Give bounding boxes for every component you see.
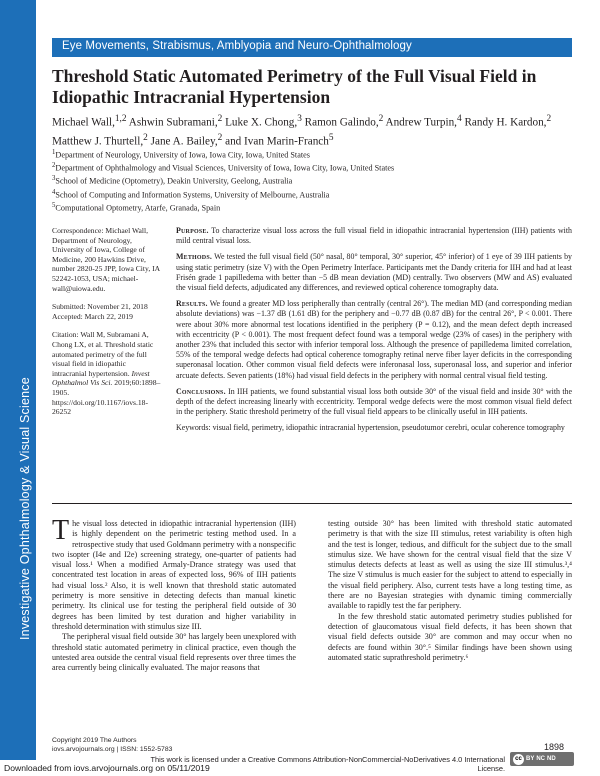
author: Ramon Galindo, (304, 116, 379, 129)
author: Michael Wall, (52, 116, 115, 129)
by-icon: BY (526, 756, 535, 762)
accepted-date: Accepted: March 22, 2019 (52, 311, 133, 321)
affiliation: $^5$Computational Optometry, Atarfe, Granada, Spain (52, 201, 221, 213)
author: Jane A. Bailey, (150, 135, 218, 148)
affiliation: $^2$Department of Ophthalmology and Visual Sciences, University of Iowa, Iowa City, Iowa, United States (52, 162, 395, 173)
body-column-right (328, 519, 572, 663)
author: Luke X. Chong, (225, 116, 298, 129)
correspondence: Correspondence: Michael Wall, Department of Neurology, University of Iowa, College of Medicine, 200 Hawkins Drive, number 2820-25 JPP, Iowa City, IA 52242-1053, USA; michael-wall@uiowa.edu. (52, 226, 160, 293)
abstract-methods: Methods. We tested the full visual field (50° nasal, 80° temporal, 30° superior, 45° inferior) of 1 eye of 39 IIH patients by using static perimetry (size V) with the Open Perimetry Interface. Participants met the Dandy criteria for IIH and had at least Frisén grade 1 papilledema with better than −5 dB mean deviation (MD) centrally. Two observers (MW and AS) evaluated the visual field defects, adjudicated any differences, and reviewed optical coherence tomography data. (176, 252, 572, 293)
abstract-purpose: Purpose. To characterize visual loss across the full visual field in idiopathic intracranial hypertension (IIH) patients with mild central visual loss. (176, 226, 572, 246)
page-number: 1898 (544, 742, 565, 752)
section-banner: Eye Movements, Strabismus, Amblyopia and Neuro-Ophthalmology (52, 38, 572, 57)
nc-icon: NC (536, 756, 546, 762)
body-paragraph: testing outside 30° has been limited with threshold static automated perimetry is that with the size III stimulus, retest variability is often high and the test is longer, tedious, and difficult for the subject due to the small stimulus size. We have shown for the central visual field that the size V stimulus detects defects at least as well as using the size III stimulus.³,⁴ The size V stimulus is much easier for the subject to attend to especially in the visual field periphery. Also, current tests have a long testing time, as there are no Bayesian strategies with dynamic timing commercially available to rapidly test the far periphery. (328, 519, 572, 611)
body-paragraph: In the few threshold static automated perimetry studies published for detection of glaucomatous visual field defects, it has been shown that visual field defects outside 30° are common and may occur when no defects are found within 30°.⁵ Similar findings have been shown using automated static suprathreshold perimetry.⁶ (328, 611, 572, 662)
abstract-conclusions: Conclusions. In IIH patients, we found substantial visual loss both outside 30° of the visual field and inside 30° with the depth of the defect increasing linearly with eccentricity. Temporal wedge defects were the most common visual field defect in the periphery. Static threshold perimetry of the full visual field appears to be clinically useful in IIH patients. (176, 386, 572, 417)
abstract (176, 226, 572, 440)
keywords: Keywords: visual field, perimetry, idiopathic intracranial hypertension, pseudotumor cerebri, ocular coherence tomography (176, 423, 565, 433)
license-link[interactable]: This work is licensed under a Creative Commons Attribution-NonCommercial-NoDerivatives 4.0 International License. (150, 755, 505, 773)
section-divider (52, 503, 572, 504)
author-list: Michael Wall,$^{1,2}$ Ashwin Subramani,$^2$ Luke X. Chong,$^3$ Ramon Galindo,$^2$ Andrew Turpin,$^4$ Randy H. Kardon,$^2$ Matthew J. Thurtell,$^2$ Jane A. Bailey,$^2$ and Ivan Marin-Franch$^5$ (52, 114, 552, 148)
submitted-date: Submitted: November 21, 2018 (52, 302, 148, 312)
article-title: Threshold Static Automated Perimetry of the Full Visual Field in Idiopathic Intracranial Hypertension (52, 66, 537, 107)
body-paragraph: The peripheral visual field outside 30° has largely been unexplored with threshold static automated perimetry in clinical practice, even though the untested area outside the central visual field represents over three times the area currently being clinically evaluated. The major reasons that (52, 632, 296, 673)
cc-license-badge[interactable] (510, 752, 574, 766)
abstract-results: Results. We found a greater MD loss peripherally than centrally (central 26°). The median MD (and corresponding median absolute deviations) was −1.37 dB (1.61 dB) for the periphery and −0.77 dB (0.87 dB) for the central 26°, P < 0.001. There were about 30% more abnormal test locations identified in the periphery (P = 0.12), and the mean defect depth increased with eccentricity (P < 0.001). The most frequent defect found was a temporal wedge (23% of cases) in the periphery with another 23% that included this sector with inferior temporal loss. Although the presence of papilledema limited correlation, 55% of the temporal wedge defects had optical coherence tomography retinal nerve fiber layer deficits in the corresponding superonasal location. Other common visual field defects were inferonasal loss, superonasal loss, and superior and inferior arcuate defects. Seven patients (18%) had visual field defects in the periphery with normal central visual field testing. (176, 299, 572, 380)
journal-issn: iovs.arvojournals.org | ISSN: 1552-5783 (52, 745, 173, 753)
body-column-left (52, 515, 296, 673)
author: Ashwin Subramani, (128, 116, 218, 129)
cc-icon: cc (513, 754, 524, 765)
affiliation: $^1$Department of Neurology, University of Iowa, Iowa City, Iowa, United States (52, 149, 310, 160)
author: and Ivan Marin-Franch (225, 135, 329, 148)
citation: Citation: Wall M, Subramani A, Chong LX, et al. Threshold static automated perimetry of the full visual field in idiopathic intracranial hypertension. Invest Ophthalmol Vis Sci. 2019;60:1898–1905. https://doi.org/10.1167/iovs.18-26252 (52, 330, 161, 417)
body-paragraph: The visual loss detected in idiopathic intracranial hypertension (IIH) is highly dependent on the perimetric testing method used. In a retrospective study that used Goldmann perimetry with a nonspecific two isopter (I4e and I2e) screening strategy, one-quarter of patients had visual loss.¹ When a modified Armaly-Drance strategy was used that concentrated test location in areas of expected loss, 96% of IIH patients had visual loss.² Also, it is well known that threshold static automated perimetry is more sensitive in detecting defects than manual kinetic perimetry. Its clinical use for testing the peripheral field outside of 30 degrees has been limited by test duration and higher variability in threshold determination with stimulus size III. (52, 515, 296, 631)
journal-side-title: Investigative Ophthalmology & Visual Science (18, 377, 32, 640)
author: Andrew Turpin, (385, 116, 457, 129)
dates (52, 302, 162, 321)
drop-cap: T (52, 515, 70, 546)
affiliation: $^4$School of Computing and Information Systems, University of Melbourne, Australia (52, 188, 330, 200)
footer-info (52, 737, 252, 754)
copyright: Copyright 2019 The Authors (52, 737, 137, 744)
article-metadata (52, 226, 162, 426)
author: Matthew J. Thurtell, (52, 135, 144, 148)
nd-icon: ND (547, 756, 556, 762)
affiliation-list (52, 148, 572, 214)
author: Randy H. Kardon, (464, 116, 547, 129)
download-notice: Downloaded from iovs.arvojournals.org on 05/11/2019 (4, 763, 210, 773)
affiliation: $^3$School of Medicine (Optometry), Deakin University, Geelong, Australia (52, 175, 293, 187)
